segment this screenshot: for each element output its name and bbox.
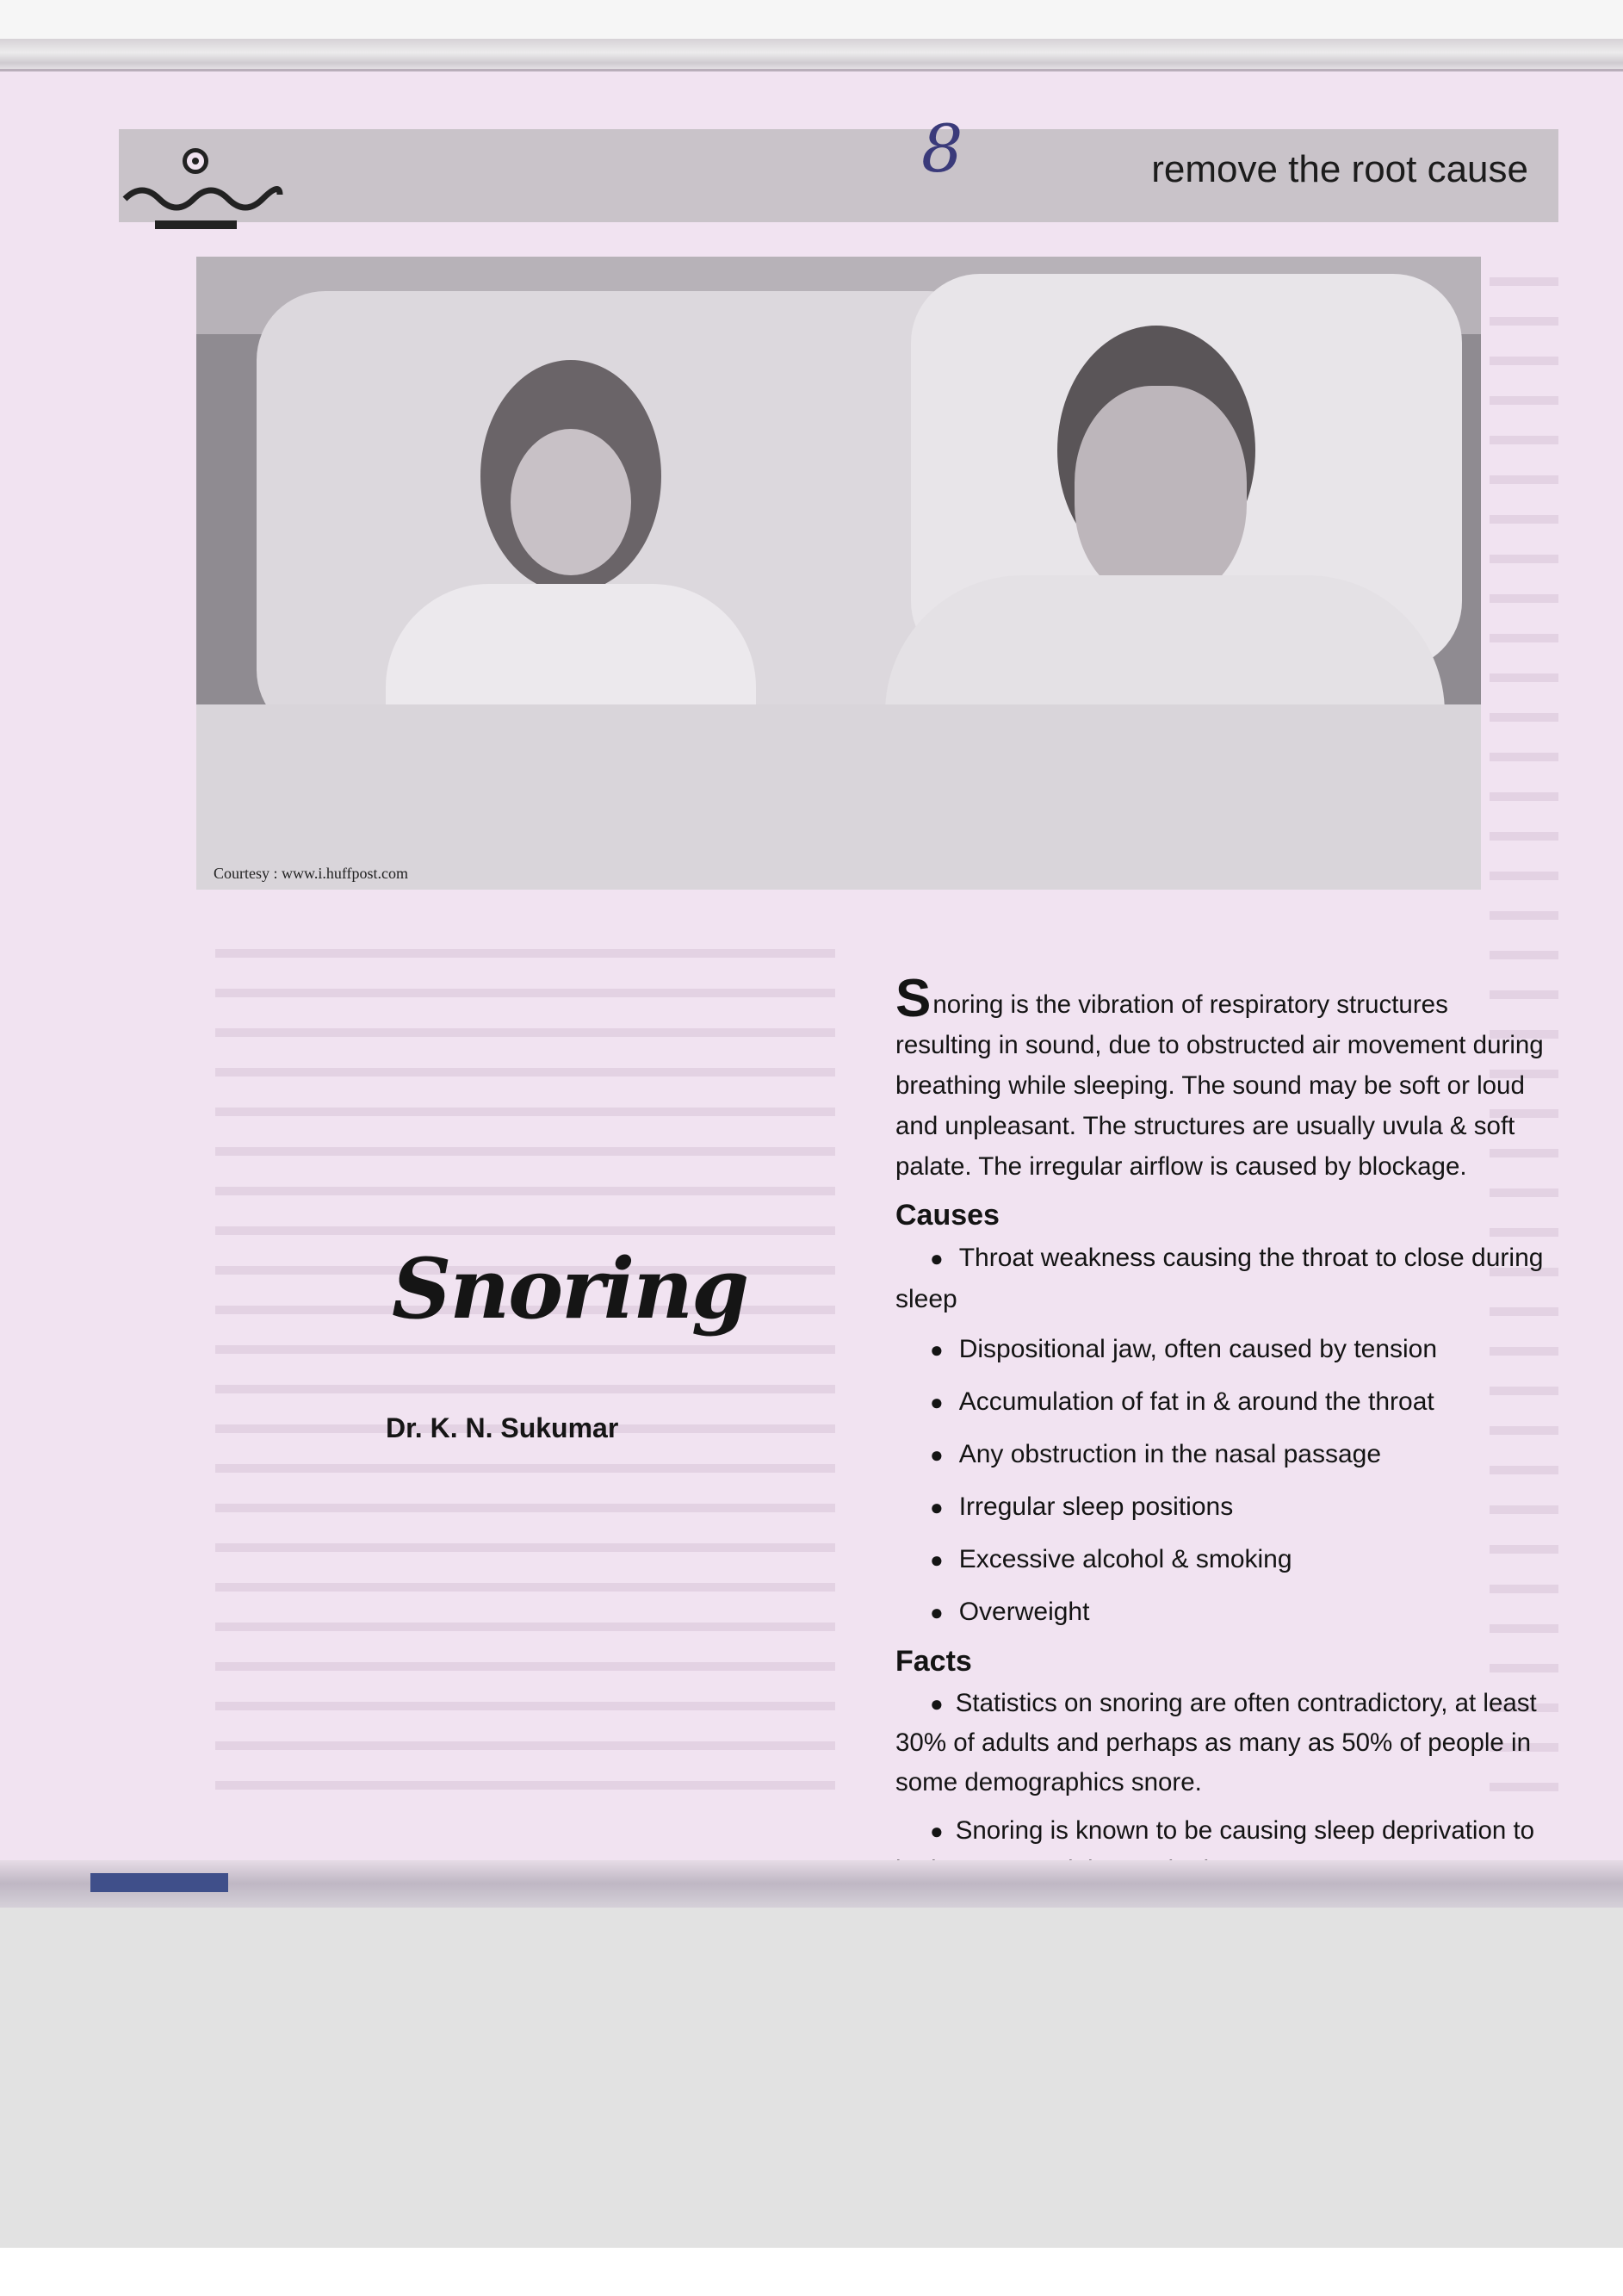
photo-man-face: [1075, 386, 1247, 601]
causes-list: [895, 1238, 1550, 1633]
bullet-icon: ●: [930, 1494, 944, 1520]
bleed-through-left: [215, 930, 835, 1791]
list-item: ● Dispositional jaw, often caused by tension: [895, 1329, 1550, 1370]
photo-woman-face: [511, 429, 631, 575]
page-bottom-edge: [0, 1860, 1623, 1912]
scan-bottom-margin: [0, 2248, 1623, 2296]
bullet-icon: ●: [930, 1818, 944, 1844]
bullet-icon: ●: [930, 1337, 944, 1362]
list-item: ● Overweight: [895, 1592, 1550, 1633]
bullet-icon: ●: [930, 1599, 944, 1625]
sun-icon: [183, 148, 208, 174]
logo-base: [155, 220, 237, 229]
drop-cap: S: [895, 969, 932, 1028]
bullet-icon: ●: [930, 1245, 944, 1271]
fact-item: ● Statistics on snoring are often contradictory, at least 30% of adults and perhaps as many as 50% of people in some demographics snore.: [895, 1684, 1550, 1803]
bullet-icon: ●: [930, 1389, 944, 1415]
list-item: ● Irregular sleep positions: [895, 1486, 1550, 1528]
article-body: [895, 969, 1550, 1899]
article-photo: [196, 257, 1481, 890]
list-item: ● Accumulation of fat in & around the throat: [895, 1381, 1550, 1423]
photo-duvet: [196, 704, 1481, 890]
facts-heading: Facts: [895, 1645, 972, 1678]
fact-item: ● Snoring is known to be causing sleep deprivation to: [895, 1811, 1550, 1890]
list-item: ● Throat weakness causing the throat to close during sleep: [895, 1238, 1550, 1320]
article-title: Snoring: [392, 1240, 748, 1337]
waves-icon: [121, 177, 284, 220]
causes-heading: Causes: [895, 1199, 1000, 1232]
list-item: ● Excessive alcohol & smoking: [895, 1539, 1550, 1580]
handwritten-page-mark: 8: [921, 110, 963, 187]
bullet-icon: ●: [930, 1442, 944, 1468]
facts-list: [895, 1684, 1550, 1890]
magazine-logo: [121, 146, 284, 237]
section-title: remove the root cause: [1151, 148, 1528, 190]
stacked-page-edges: [0, 39, 1623, 73]
photo-credit: Courtesy : www.i.huffpost.com: [214, 865, 408, 882]
intro-paragraph: [895, 969, 1550, 1187]
scan-bed: [0, 1908, 1623, 2248]
page-footer-strip: [90, 1873, 228, 1892]
intro-text: noring is the vibration of respiratory structures resulting in sound, due to obstructed air movement during breathing while sleeping. The sound may be soft or loud and unpleasant. The structures are usually uvula & soft palate. The irregular airflow is caused by blockage.: [895, 990, 1544, 1181]
article-author: Dr. K. N. Sukumar: [386, 1412, 619, 1443]
bullet-icon: ●: [930, 1547, 944, 1573]
bullet-icon: ●: [930, 1691, 944, 1716]
list-item: ● Any obstruction in the nasal passage: [895, 1434, 1550, 1475]
